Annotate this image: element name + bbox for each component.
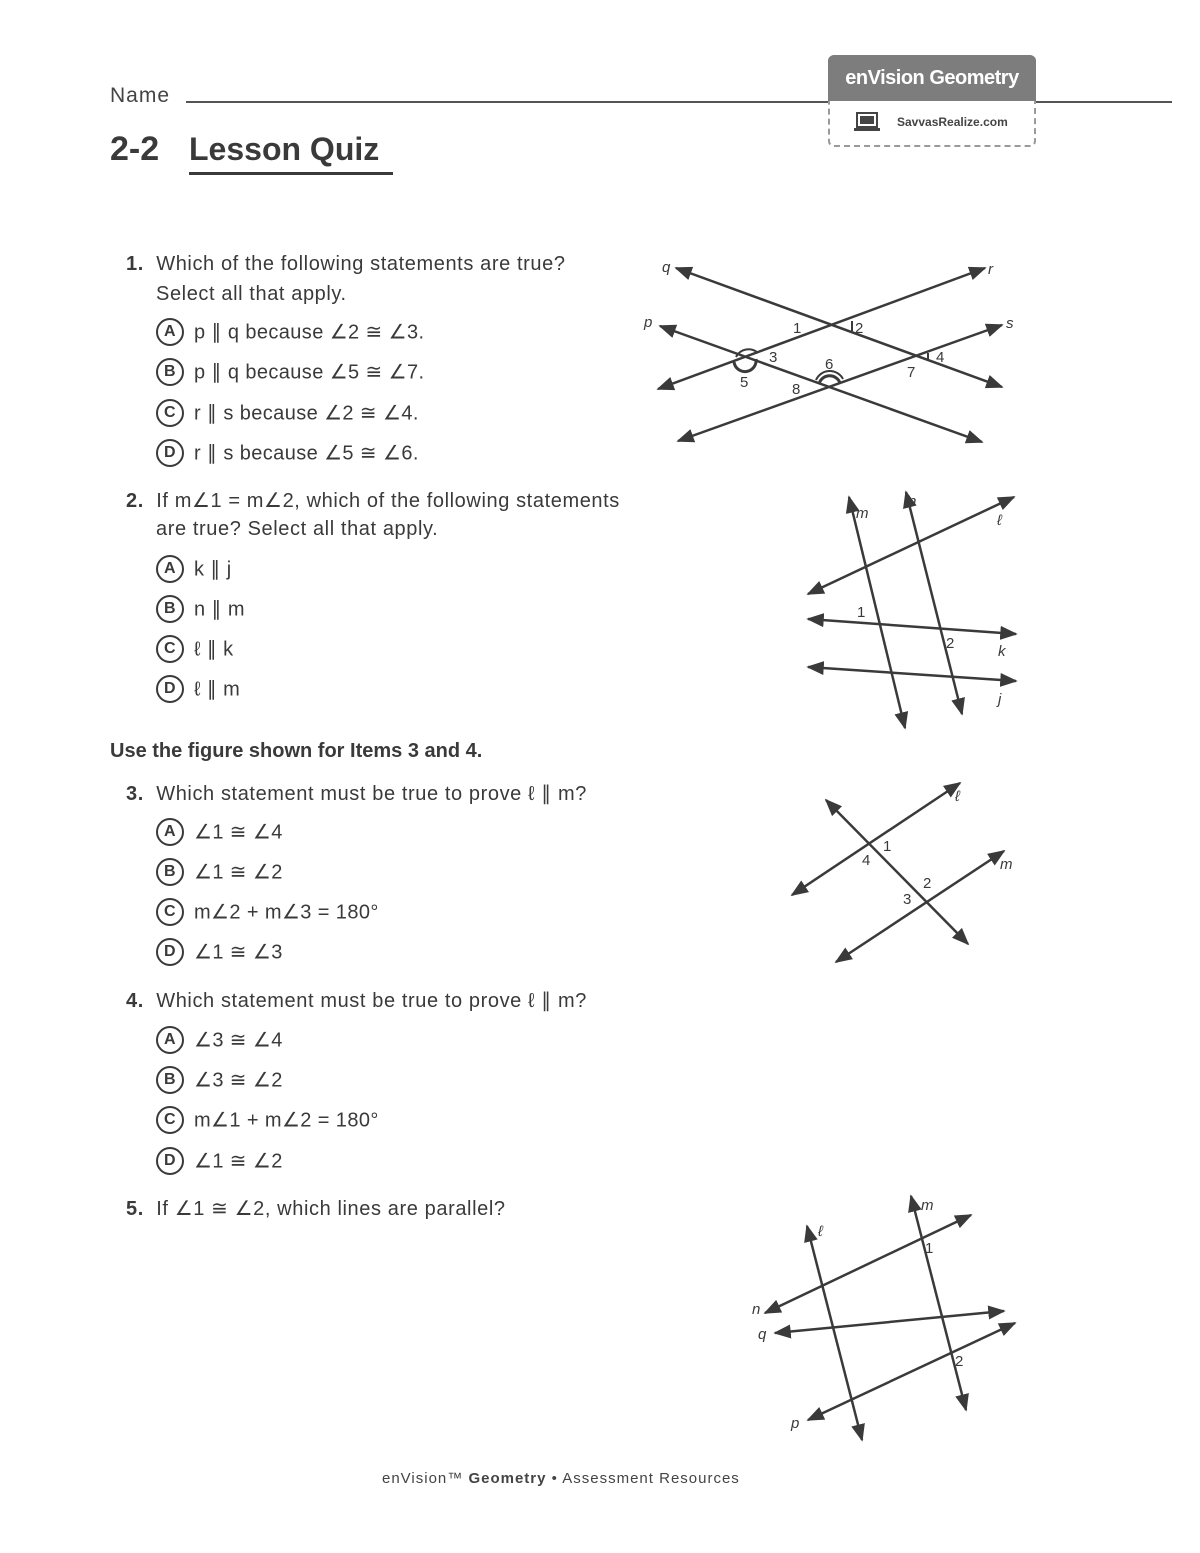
question-4-number: 4. xyxy=(126,990,144,1012)
figure-2 xyxy=(808,492,1016,728)
lesson-number: 2-2 xyxy=(110,130,160,168)
option-badge: B xyxy=(156,1066,184,1094)
question-3-number: 3. xyxy=(126,783,144,805)
option-badge: A xyxy=(156,1026,184,1054)
option-badge: A xyxy=(156,555,184,583)
option-badge: D xyxy=(156,675,184,703)
option-text: ∠3 ≅ ∠2 xyxy=(194,1069,283,1092)
label-q: q xyxy=(662,259,671,276)
option-badge: A xyxy=(156,818,184,846)
option-badge: B xyxy=(156,595,184,623)
angle-1: 1 xyxy=(793,320,802,337)
angle-8: 8 xyxy=(792,381,801,398)
line-p xyxy=(660,326,982,442)
line-q xyxy=(775,1311,1004,1333)
line-p xyxy=(808,1323,1015,1420)
label-k: k xyxy=(998,643,1006,660)
footer-suffix: • Assessment Resources xyxy=(551,1470,740,1487)
line-q xyxy=(676,268,1002,387)
option-badge: C xyxy=(156,1106,184,1134)
option-text: ∠1 ≅ ∠2 xyxy=(194,1150,283,1173)
label-m: m xyxy=(921,1197,934,1214)
option-text: ℓ ∥ m xyxy=(194,678,241,701)
figure-3-labels xyxy=(862,788,1013,908)
option-badge: D xyxy=(156,938,184,966)
line-r xyxy=(658,268,985,389)
footer-bold: Geometry xyxy=(468,1470,547,1487)
option-badge: B xyxy=(156,858,184,886)
option-text: ∠1 ≅ ∠2 xyxy=(194,861,283,884)
label-n: n xyxy=(752,1301,761,1318)
option-badge: C xyxy=(156,898,184,926)
label-l: ℓ xyxy=(997,512,1002,529)
angle-2: 2 xyxy=(955,1353,964,1370)
section-note: Use the figure shown for Items 3 and 4. xyxy=(110,740,483,762)
option-badge: B xyxy=(156,358,184,386)
brand-url[interactable]: SavvasRealize.com xyxy=(897,115,1008,129)
option-text: r ∥ s because ∠2 ≅ ∠4. xyxy=(194,402,419,425)
line-k xyxy=(808,619,1016,634)
question-4-text: Which statement must be true to prove ℓ ∥ m? xyxy=(156,990,588,1012)
label-m: m xyxy=(1000,856,1013,873)
angle-2: 2 xyxy=(855,320,864,337)
footer-prefix: enVision™ xyxy=(382,1470,464,1487)
question-1-line2: Select all that apply. xyxy=(156,283,347,305)
label-p: p xyxy=(644,314,653,331)
label-m: m xyxy=(856,505,869,522)
option-badge: D xyxy=(156,1147,184,1175)
angle-1: 1 xyxy=(857,604,866,621)
line-n xyxy=(765,1215,971,1313)
option-text: m∠2 + m∠3 = 180° xyxy=(194,901,379,924)
option-text: k ∥ j xyxy=(194,558,232,581)
label-j: j xyxy=(998,691,1002,708)
option-text: p ∥ q because ∠5 ≅ ∠7. xyxy=(194,361,425,384)
option-text: m∠1 + m∠2 = 180° xyxy=(194,1109,379,1132)
label-l: ℓ xyxy=(818,1223,823,1240)
option-text: n ∥ m xyxy=(194,598,245,621)
angle-5: 5 xyxy=(740,374,749,391)
question-2-line2: are true? Select all that apply. xyxy=(156,518,439,540)
option-badge: A xyxy=(156,318,184,346)
line-l xyxy=(792,783,960,895)
question-2-number: 2. xyxy=(126,490,144,512)
line-j xyxy=(808,667,1016,681)
option-text: r ∥ s because ∠5 ≅ ∠6. xyxy=(194,442,419,465)
angle-4: 4 xyxy=(862,852,871,869)
option-text: ℓ ∥ k xyxy=(194,638,234,661)
label-p: p xyxy=(791,1415,800,1432)
option-badge: D xyxy=(156,439,184,467)
angle-3: 3 xyxy=(903,891,912,908)
figure-5 xyxy=(765,1196,1015,1440)
angle-6: 6 xyxy=(825,356,834,373)
question-3-text: Which statement must be true to prove ℓ ∥ m? xyxy=(156,783,588,805)
option-text: ∠1 ≅ ∠4 xyxy=(194,821,283,844)
label-n: n xyxy=(908,493,917,510)
lesson-title: Lesson Quiz xyxy=(189,131,393,175)
angle-1: 1 xyxy=(925,1240,934,1257)
angle-2: 2 xyxy=(946,635,955,652)
option-badge: C xyxy=(156,399,184,427)
angle-mark-6 xyxy=(819,376,840,384)
label-s: s xyxy=(1006,315,1014,332)
label-r: r xyxy=(988,261,993,278)
question-5-text: If ∠1 ≅ ∠2, which lines are parallel? xyxy=(156,1198,506,1220)
question-1-text: Which of the following statements are true? xyxy=(156,253,566,275)
angle-1: 1 xyxy=(883,838,892,855)
label-l: ℓ xyxy=(955,788,960,805)
line-m xyxy=(911,1196,966,1410)
brand-logo: enVision Geometry xyxy=(828,55,1036,101)
footer xyxy=(382,1470,740,1487)
angle-3: 3 xyxy=(769,349,778,366)
question-1-number: 1. xyxy=(126,253,144,275)
label-q: q xyxy=(758,1326,767,1343)
option-text: ∠1 ≅ ∠3 xyxy=(194,941,283,964)
option-text: p ∥ q because ∠2 ≅ ∠3. xyxy=(194,321,425,344)
question-2-text: If m∠1 = m∠2, which of the following statements xyxy=(156,490,620,512)
figure-1 xyxy=(658,268,1002,442)
option-badge: C xyxy=(156,635,184,663)
option-text: ∠3 ≅ ∠4 xyxy=(194,1029,283,1052)
angle-7: 7 xyxy=(907,364,916,381)
question-5-number: 5. xyxy=(126,1198,144,1220)
angle-4: 4 xyxy=(936,349,945,366)
angle-2: 2 xyxy=(923,875,932,892)
figure-3 xyxy=(792,783,1004,962)
name-label: Name xyxy=(110,84,171,107)
